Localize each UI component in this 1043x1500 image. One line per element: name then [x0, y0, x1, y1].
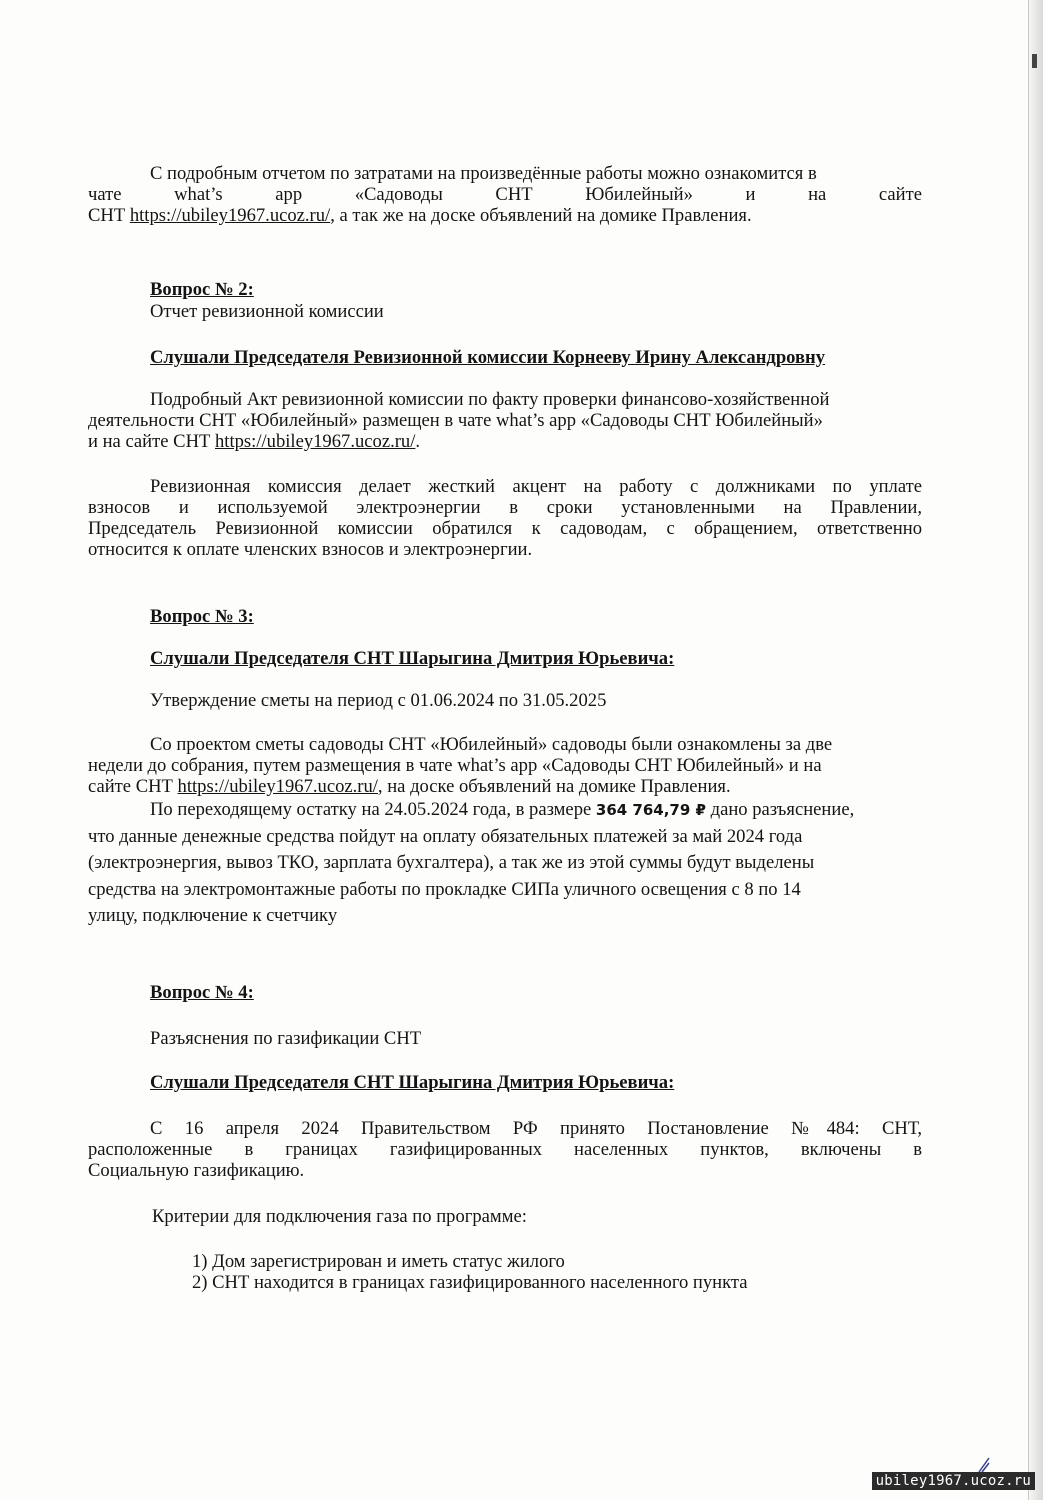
question-2-speaker: Слушали Председателя Ревизионной комиссии Корнееву Ирину Александровну [150, 347, 826, 368]
question-3-heading: Вопрос № 3: [150, 606, 254, 627]
q4-p1-line-3: Социальную газификацию. [88, 1159, 305, 1181]
question-4-subject: Разъяснения по газификации СНТ [150, 1027, 422, 1049]
question-3-paragraph-2 [88, 797, 922, 930]
q2-p2-line-3: Председатель Ревизионной комиссии обратился к садоводам, с обращением, ответственно [88, 518, 922, 539]
intro-paragraph [88, 163, 922, 226]
page-edge [1029, 0, 1043, 1500]
criteria-list [192, 1251, 922, 1293]
q2-p1-line-1: Подробный Акт ревизионной комиссии по факту проверки финансово-хозяйственной [150, 389, 830, 410]
question-3-subject: Утверждение сметы на период с 01.06.2024 по 31.05.2025 [150, 690, 607, 711]
criteria-title: Критерии для подключения газа по программе: [152, 1205, 527, 1227]
question-2-subject: Отчет ревизионной комиссии [150, 301, 384, 322]
q4-p1-line-2: расположенные в границах газифицированных населенных пунктов, включены в [88, 1138, 922, 1160]
question-3-speaker: Слушали Председателя СНТ Шарыгина Дмитрия Юрьевича: [150, 648, 675, 669]
q2-p1-line-3-suffix: . [415, 431, 421, 452]
q2-p1-line-3 [88, 431, 922, 452]
q3-p1-line-2: недели до собрания, путем размещения в чате what’s app «Садоводы СНТ Юбилейный» и на [88, 755, 822, 776]
q3-site-link[interactable]: https://ubiley1967.ucoz.ru/ [177, 776, 378, 797]
question-4-paragraph-1 [88, 1118, 922, 1181]
q3-p2-line-3: (электроэнергия, вывоз ТКО, зарплата бухгалтера), а так же из этой суммы будут выделены [88, 852, 815, 873]
q2-p2-line-2: взносов и используемой электроэнергии в сроки установленными на Правлении, [88, 497, 922, 518]
corner-mark [1032, 54, 1037, 68]
q3-p1-line-3-suffix: , на доске объявлений на домике Правления. [377, 776, 731, 797]
criteria-item: 2) СНТ находится в границах газифицированного населенного пункта [192, 1271, 748, 1293]
q2-site-link[interactable]: https://ubiley1967.ucoz.ru/ [215, 431, 416, 452]
balance-amount: 364 764,79 ₽ [595, 801, 706, 819]
q3-p1-line-3 [88, 776, 922, 797]
question-3-paragraph-1 [88, 734, 922, 797]
q3-p2-line-1-prefix: По переходящему остатку на 24.05.2024 года, в размере [150, 799, 596, 820]
site-watermark: ubiley1967.ucoz.ru [872, 1472, 1035, 1490]
q3-p2-line-2: что данные денежные средства пойдут на оплату обязательных платежей за май 2024 года [88, 825, 803, 847]
question-2-paragraph-2 [88, 476, 922, 560]
intro-line-3 [88, 205, 922, 226]
criteria-item: 1) Дом зарегистрирован и иметь статус жилого [192, 1250, 565, 1272]
site-link[interactable]: https://ubiley1967.ucoz.ru/ [129, 205, 331, 226]
q2-p1-line-3-prefix: и на сайте СНТ [88, 431, 215, 452]
page-edge-line [1028, 0, 1029, 1500]
q3-p1-line-1: Со проектом сметы садоводы СНТ «Юбилейный» садоводы были ознакомлены за две [150, 734, 833, 755]
question-4-speaker: Слушали Председателя СНТ Шарыгина Дмитрия Юрьевича: [150, 1071, 675, 1093]
question-2-heading: Вопрос № 2: [150, 279, 254, 300]
intro-line-1: С подробным отчетом по затратами на произведённые работы можно ознакомится в [150, 163, 817, 184]
q3-p2-line-4: средства на электромонтажные работы по прокладке СИПа уличного освещения с 8 по 14 [88, 878, 801, 900]
q2-p2-line-1: Ревизионная комиссия делает жесткий акцент на работу с должниками по уплате [150, 476, 922, 497]
intro-line-3-prefix: СНТ [88, 205, 130, 226]
question-2-paragraph-1 [88, 389, 922, 452]
q3-p2-line-5: улицу, подключение к счетчику [88, 905, 338, 926]
q2-p1-line-2: деятельности СНТ «Юбилейный» размещен в чате what’s app «Садоводы СНТ Юбилейный» [88, 410, 823, 431]
q3-p2-line-1 [88, 797, 922, 824]
q4-p1-line-1: С 16 апреля 2024 Правительством РФ принято Постановление №484: СНТ, [150, 1117, 922, 1139]
document-body [88, 163, 922, 1293]
intro-line-3-suffix: , а так же на доске объявлений на домике Правления. [330, 205, 752, 226]
q3-p1-line-3-prefix: сайте СНТ [88, 776, 178, 797]
intro-line-2: чате what’s app «Садоводы СНТ Юбилейный» и на сайте [88, 184, 922, 205]
question-4-heading: Вопрос № 4: [150, 981, 254, 1003]
q2-p2-line-4: относится к оплате членских взносов и электроэнергии. [88, 539, 533, 560]
q3-p2-line-1-suffix: дано разъяснение, [705, 799, 855, 820]
